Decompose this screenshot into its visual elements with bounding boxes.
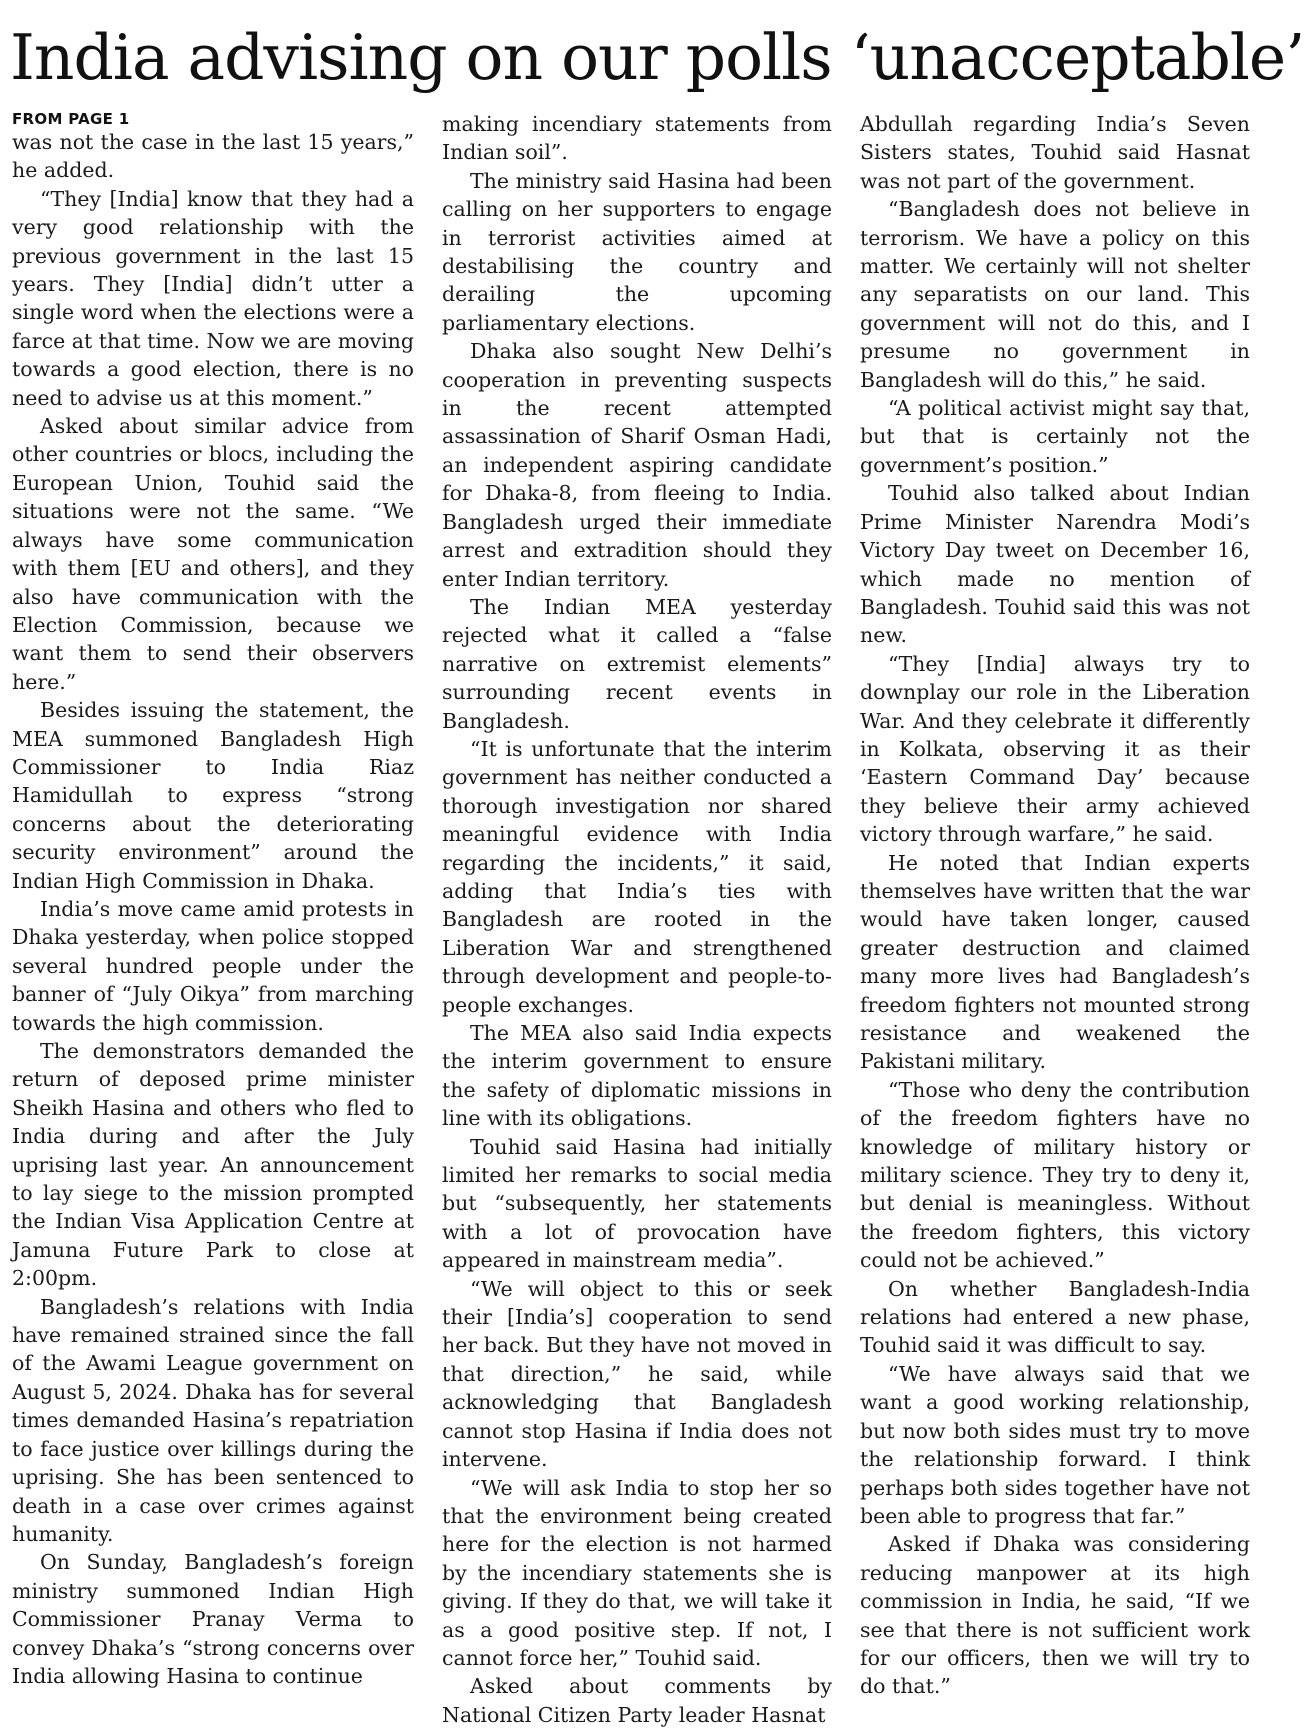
paragraph: Asked if Dhaka was considering reducing manpower at its high commission in India, he said, “If we see that there is not sufficient work for our officers, then we will try to do that.”	[860, 1532, 1250, 1699]
paragraph: The ministry said Hasina had been calling on her supporters to engage in terrorist activities aimed at destabilising the country and derailing the upcoming parliamentary elections.	[442, 168, 832, 335]
article-body	[10, 110, 1288, 1727]
paragraph: On whether Bangladesh-India relations had entered a new phase, Touhid said it was difficult to say.	[860, 1276, 1250, 1358]
paragraph: “Those who deny the contribution of the freedom fighters have no knowledge of military history or military science. They try to deny it, but denial is meaningless. Without the freedom fighters, this victory could not be achieved.”	[860, 1077, 1250, 1273]
paragraph: Touhid said Hasina had initially limited her remarks to social media but “subsequently, her statements with a lot of provocation have appeared in mainstream media”.	[442, 1134, 832, 1273]
paragraph: “A political activist might say that, but that is certainly not the government’s position.”	[860, 396, 1250, 477]
paragraph: Bangladesh’s relations with India have remained strained since the fall of the Awami League government on August 5, 2024. Dhaka has for several times demanded Hasina’s repatriation to face justice over killings during the uprising. She has been sentenced to death in a case over crimes against humanity.	[12, 1294, 414, 1546]
headline: India advising on our polls ‘unacceptable’	[10, 21, 1305, 94]
kicker-from-page: FROM PAGE 1	[12, 110, 130, 128]
column-1	[10, 110, 428, 1690]
paragraph: “We have always said that we want a good working relationship, but now both sides must try to move the relationship forward. I think perhaps both sides together have not been able to progress that far.”	[860, 1361, 1250, 1528]
paragraph: The Indian MEA yesterday rejected what it called a “false narrative on extremist elements” surrounding recent events in Bangladesh.	[442, 594, 832, 733]
paragraph: Dhaka also sought New Delhi’s cooperation in preventing suspects in the recent attempted assassination of Sharif Osman Hadi, an independent aspiring candidate for Dhaka-8, from fleeing to India. Bangladesh urged their immediate arrest and extradition should they enter Indian territory.	[442, 339, 832, 591]
paragraph: India’s move came amid protests in Dhaka yesterday, when police stopped several hundred people under the banner of “July Oikya” from marching towards the high commission.	[12, 896, 414, 1035]
paragraph: “We will ask India to stop her so that the environment being created here for the election is not harmed by the incendiary statements she is giving. If they do that, we will take it as a good positive step. If not, I cannot force her,” Touhid said.	[442, 1475, 832, 1670]
paragraph: Touhid also talked about Indian Prime Minister Narendra Modi’s Victory Day tweet on December 16, which made no mention of Bangladesh. Touhid said this was not new.	[860, 481, 1250, 648]
paragraph: He noted that Indian experts themselves have written that the war would have taken longer, caused greater destruction and claimed many more lives had Bangladesh’s freedom fighters not mounted strong resistance and weakened the Pakistani military.	[860, 850, 1250, 1074]
paragraph: “Bangladesh does not believe in terrorism. We have a policy on this matter. We certainly will not shelter any separatists on our land. This government will not do this, and I presume no government in Bangladesh will do this,” he said.	[860, 197, 1250, 392]
paragraph: was not the case in the last 15 years,” he added.	[12, 130, 414, 183]
paragraph: Asked about comments by National Citizen Party leader Hasnat	[442, 1674, 832, 1727]
column-3	[846, 110, 1264, 1699]
paragraph: Besides issuing the statement, the MEA summoned Bangladesh High Commissioner to India Riaz Hamidullah to express “strong concerns about the deteriorating security environment” around the Indian High Commission in Dhaka.	[12, 698, 414, 893]
paragraph: “We will object to this or seek their [India’s] cooperation to send her back. But they have not moved in that direction,” he said, while acknowledging that Bangladesh cannot stop Hasina if India does not intervene.	[442, 1276, 832, 1472]
paragraph: “It is unfortunate that the interim government has neither conducted a thorough investigation nor shared meaningful evidence with India regarding the incidents,” it said, adding that India’s ties with Bangladesh are rooted in the Liberation War and strengthened through development and people-to-people exchanges.	[442, 736, 832, 1017]
paragraph: “They [India] always try to downplay our role in the Liberation War. And they celebrate it differently in Kolkata, observing it as their ‘Eastern Command Day’ because they believe their army achieved victory through warfare,” he said.	[860, 651, 1250, 847]
paragraph: The MEA also said India expects the interim government to ensure the safety of diplomatic missions in line with its obligations.	[442, 1021, 832, 1131]
paragraph: Abdullah regarding India’s Seven Sisters states, Touhid said Hasnat was not part of the government.	[860, 112, 1250, 193]
paragraph: The demonstrators demanded the return of deposed prime minister Sheikh Hasina and others who fled to India during and after the July uprising last year. An announcement to lay siege to the mission prompted the Indian Visa Application Centre at Jamuna Future Park to close at 2:00pm.	[12, 1039, 414, 1291]
column-2	[428, 110, 846, 1727]
paragraph: Asked about similar advice from other countries or blocs, including the European Union, Touhid said the situations were not the same. “We always have some communication with them [EU and others], and they also have communication with the Election Commission, because we want them to send their observers here.”	[12, 414, 414, 694]
paragraph: making incendiary statements from Indian soil”.	[442, 112, 832, 165]
paragraph: “They [India] know that they had a very good relationship with the previous government in the last 15 years. They [India] didn’t utter a single word when the elections were a farce at that time. Now we are moving towards a good election, there is no need to advise us at this moment.”	[12, 186, 414, 410]
paragraph: On Sunday, Bangladesh’s foreign ministry summoned Indian High Commissioner Pranay Verma to convey Dhaka’s “strong concerns over India allowing Hasina to continue	[12, 1550, 414, 1688]
